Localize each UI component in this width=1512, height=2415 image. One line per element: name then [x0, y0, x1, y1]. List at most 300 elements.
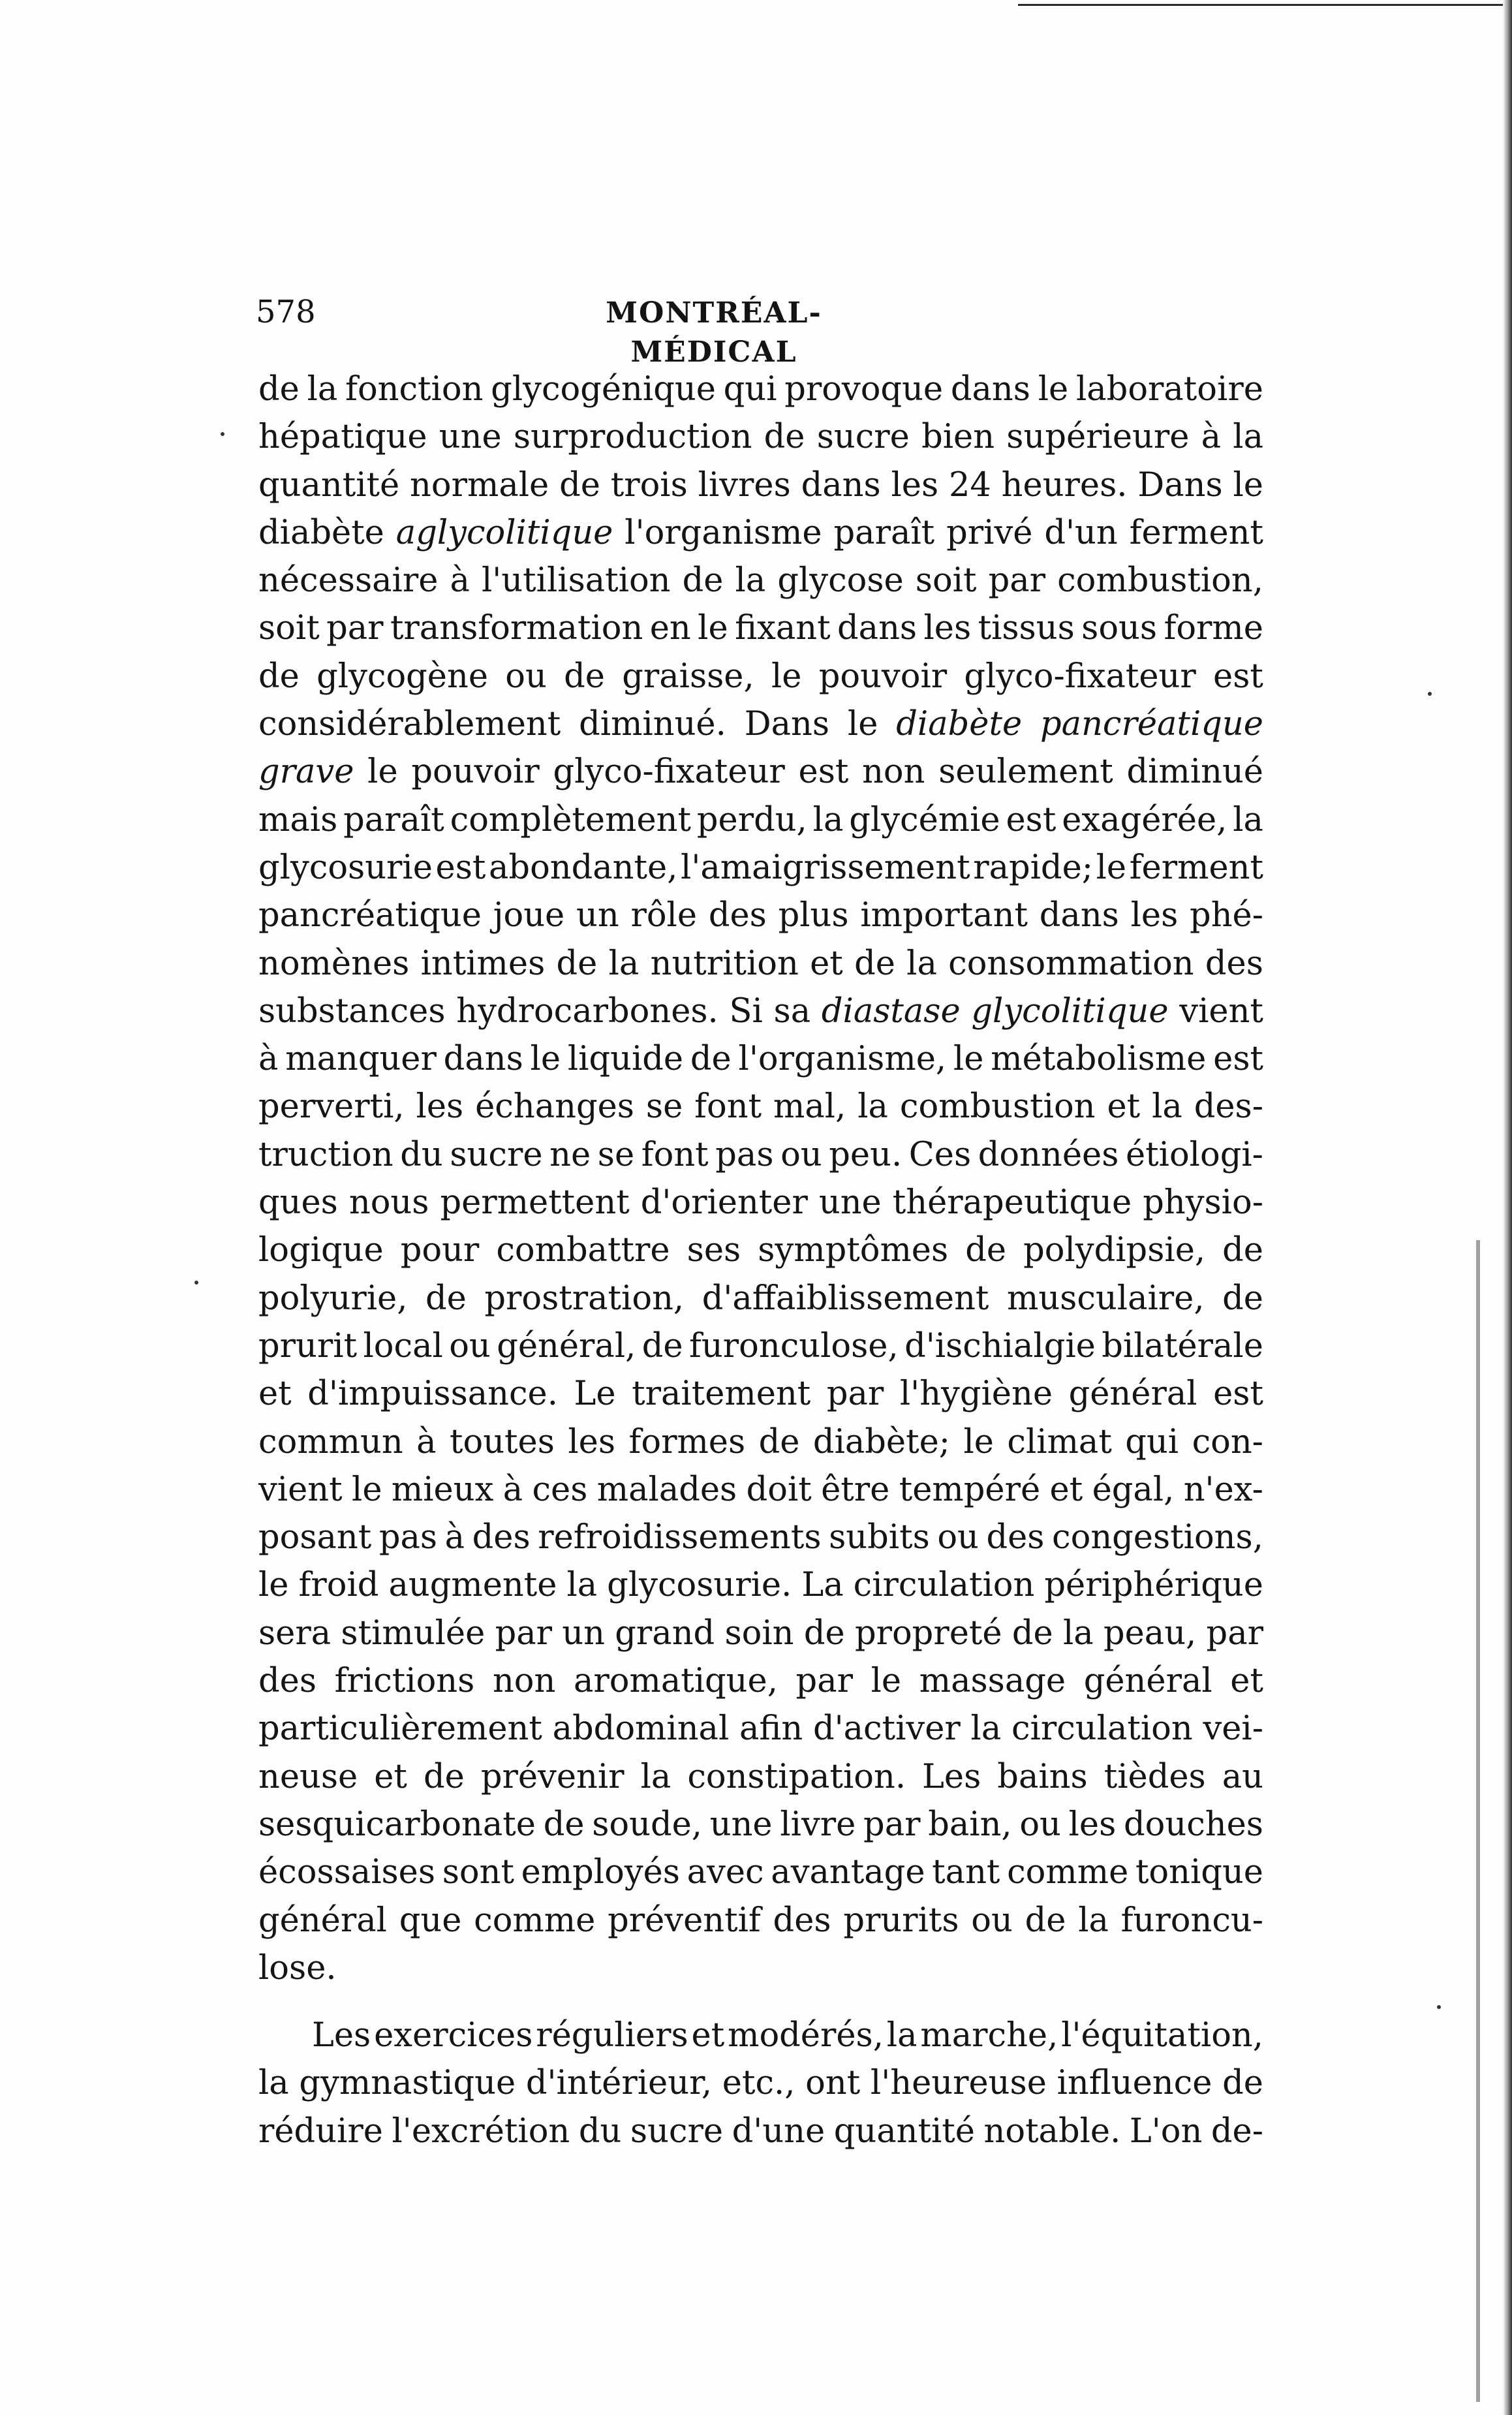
- body-text: [258, 366, 1263, 2155]
- word: particulièrement: [258, 1709, 542, 1749]
- scan-binding-shadow: [1476, 1240, 1480, 2402]
- word: réduire: [258, 2111, 383, 2151]
- word: ou: [780, 1135, 822, 1174]
- word: peu.: [829, 1135, 903, 1174]
- word: perverti,: [258, 1087, 405, 1127]
- word: une: [439, 418, 502, 457]
- word: de: [641, 1326, 683, 1365]
- word: le: [530, 1040, 561, 1079]
- word: tant: [932, 1853, 1000, 1892]
- word: peau,: [1103, 1613, 1197, 1653]
- word: dans: [837, 609, 918, 648]
- italic-word: grave: [258, 753, 354, 792]
- word: thérapeutique: [892, 1183, 1132, 1223]
- text-line: [258, 892, 1263, 939]
- word: frictions: [334, 1662, 475, 1701]
- word: aromatique,: [573, 1662, 778, 1701]
- word: de: [764, 418, 805, 457]
- word: combattre: [496, 1231, 670, 1270]
- text-line: [258, 844, 1263, 892]
- word: seulement: [938, 753, 1113, 792]
- word: par: [988, 561, 1045, 600]
- word: perdu,: [696, 800, 807, 839]
- word: du: [400, 1135, 443, 1174]
- word: etc.,: [722, 2064, 795, 2103]
- word: soit: [915, 561, 977, 600]
- word: la: [906, 944, 937, 983]
- word: d'activer: [812, 1709, 961, 1749]
- word: tissus: [978, 609, 1075, 648]
- word: l'hygiène: [899, 1375, 1053, 1414]
- word: rôle: [630, 896, 698, 935]
- word: manquer: [285, 1040, 437, 1079]
- word: bain,: [928, 1805, 1012, 1844]
- word: et: [1049, 1470, 1083, 1509]
- word: pancréatique: [258, 896, 482, 935]
- word: ou: [505, 657, 547, 696]
- word: pas: [378, 1518, 438, 1557]
- word: est: [1213, 657, 1263, 696]
- word: prurit: [258, 1326, 358, 1365]
- word: de-: [1211, 2111, 1263, 2151]
- word: le: [953, 1040, 984, 1079]
- word: quantité: [258, 465, 400, 505]
- word: diabète: [258, 513, 384, 552]
- word: le: [1233, 465, 1263, 505]
- word: hépatique: [258, 418, 427, 457]
- word: Les: [312, 2016, 371, 2055]
- word: avantage: [771, 1853, 925, 1892]
- word: et: [374, 1757, 407, 1796]
- text-line: [258, 1561, 1263, 1609]
- word: tempéré: [899, 1470, 1041, 1509]
- italic-word: diabète: [896, 705, 1023, 744]
- word: et: [1230, 1662, 1263, 1701]
- word: ne: [549, 1135, 591, 1174]
- word: l'organisme: [625, 513, 822, 552]
- word: tonique: [1135, 1853, 1263, 1892]
- word: l'heureuse: [870, 2064, 1047, 2103]
- word: Ces: [908, 1135, 972, 1174]
- word: important: [860, 896, 1028, 935]
- word: vient: [1179, 991, 1263, 1031]
- word: posant: [258, 1518, 372, 1557]
- word: exercices: [374, 2016, 533, 2055]
- word: physio-: [1143, 1183, 1263, 1223]
- word: dans: [1039, 896, 1119, 935]
- text-line: [258, 988, 1263, 1035]
- word: circulation: [853, 1566, 1035, 1605]
- word: se: [645, 1087, 683, 1127]
- page-number: 578: [256, 294, 316, 330]
- word: de: [1222, 1231, 1263, 1270]
- word: sa: [773, 991, 811, 1031]
- word: abondante,: [489, 848, 678, 887]
- word: formes: [628, 1422, 746, 1461]
- word: et: [258, 1375, 292, 1414]
- word: les: [568, 1422, 616, 1461]
- word: à: [1201, 418, 1222, 457]
- word: climat: [1007, 1422, 1112, 1461]
- word: des-: [1194, 1087, 1263, 1127]
- word: provoque: [784, 370, 944, 409]
- word: et: [810, 944, 843, 983]
- word: de: [690, 1040, 732, 1079]
- word: des: [258, 1662, 317, 1701]
- word: employés: [521, 1853, 680, 1892]
- word: la: [1233, 800, 1263, 839]
- word: se: [597, 1135, 635, 1174]
- word: L'on: [1129, 2111, 1203, 2151]
- text-line: [258, 1801, 1263, 1848]
- word: la: [857, 1087, 888, 1127]
- word: normale: [410, 465, 549, 505]
- text-line: [258, 1370, 1263, 1418]
- word: l'organisme,: [738, 1040, 947, 1079]
- word: périphérique: [1044, 1566, 1263, 1605]
- italic-word: diastase: [821, 991, 961, 1031]
- word: influence: [1057, 2064, 1212, 2103]
- word: prévenir: [480, 1757, 625, 1796]
- word: d'impuissance.: [307, 1375, 558, 1414]
- word: dans: [950, 370, 1030, 409]
- word: l'équitation,: [1061, 2016, 1263, 2055]
- word: exagérée,: [1062, 800, 1227, 839]
- text-line: [258, 1275, 1263, 1322]
- word: ou: [1019, 1805, 1061, 1844]
- word: Le: [574, 1375, 616, 1414]
- word: les: [1068, 1805, 1117, 1844]
- word: phé-: [1190, 896, 1263, 935]
- text-line: [258, 1657, 1263, 1705]
- word: la: [735, 561, 766, 600]
- word: Dans: [744, 705, 830, 744]
- word: un: [562, 1613, 605, 1653]
- word: circulation: [1011, 1709, 1193, 1749]
- word: les: [416, 1087, 464, 1127]
- word: bien: [921, 418, 995, 457]
- word: commun: [258, 1422, 403, 1461]
- word: à: [416, 1422, 437, 1461]
- text-line: [258, 1179, 1263, 1226]
- word: surproduction: [513, 418, 752, 457]
- word: paraît: [833, 513, 935, 552]
- word: nécessaire: [258, 561, 439, 600]
- word: traitement: [632, 1375, 811, 1414]
- word: par: [863, 1805, 921, 1844]
- word: Si: [729, 991, 763, 1031]
- word: de: [556, 944, 598, 983]
- word: consommation: [948, 944, 1194, 983]
- word: toutes: [450, 1422, 555, 1461]
- word: polydipsie,: [1023, 1231, 1206, 1270]
- word: des: [1205, 944, 1263, 983]
- word: dans: [801, 465, 881, 505]
- text-line: [258, 2108, 1263, 2155]
- word: afin: [739, 1709, 803, 1749]
- word: général,: [497, 1326, 636, 1365]
- word: la: [608, 944, 640, 983]
- word: des: [472, 1518, 531, 1557]
- word: gymnastique: [299, 2064, 516, 2103]
- word: de: [425, 1279, 467, 1318]
- text-line: [258, 2012, 1263, 2059]
- word: la: [566, 1566, 598, 1605]
- scan-speck: [1428, 692, 1432, 696]
- word: vient: [258, 1470, 343, 1509]
- word: mieux: [391, 1470, 494, 1509]
- word: livres: [698, 465, 791, 505]
- word: glycogène: [316, 657, 489, 696]
- word: ou: [971, 1901, 1013, 1940]
- word: glycémie: [849, 800, 1000, 839]
- word: de: [854, 944, 895, 983]
- word: sucre: [816, 418, 910, 457]
- word: ont: [805, 2064, 861, 2103]
- paragraph-gap: [258, 1992, 1263, 2012]
- word: d'orienter: [640, 1183, 808, 1223]
- text-line: [258, 1083, 1263, 1130]
- word: dans: [443, 1040, 523, 1079]
- word: les: [891, 465, 939, 505]
- word: pour: [400, 1231, 480, 1270]
- word: sucre: [450, 1135, 543, 1174]
- word: transformation: [390, 609, 643, 648]
- word: intimes: [420, 944, 546, 983]
- word: de: [1025, 1901, 1066, 1940]
- word: comme: [1007, 1853, 1129, 1892]
- word: glycosurie: [258, 848, 433, 887]
- word: forme: [1164, 609, 1263, 648]
- word: polyurie,: [258, 1279, 408, 1318]
- word: en: [649, 609, 691, 648]
- word: furonculose,: [689, 1326, 899, 1365]
- word: local: [363, 1326, 443, 1365]
- word: sous: [1081, 609, 1158, 648]
- word: rapide;: [973, 848, 1093, 887]
- running-head: [256, 292, 1263, 369]
- text-line: [258, 1322, 1263, 1370]
- word: n'ex-: [1183, 1470, 1263, 1509]
- word: le: [352, 1470, 382, 1509]
- word: à: [502, 1470, 523, 1509]
- word: les: [1130, 896, 1179, 935]
- word: par: [795, 1662, 853, 1701]
- word: soit: [258, 609, 320, 648]
- word: de: [1011, 1613, 1053, 1653]
- word: Les: [922, 1757, 981, 1796]
- word: échanges: [475, 1087, 634, 1127]
- word: d'intérieur,: [525, 2064, 713, 2103]
- word: est: [1006, 800, 1057, 839]
- word: général: [1083, 1662, 1212, 1701]
- word: nutrition: [650, 944, 799, 983]
- text-line: [258, 461, 1263, 509]
- italic-word: pancréatique: [1040, 705, 1263, 744]
- word: livre: [780, 1805, 856, 1844]
- word: vei-: [1203, 1709, 1263, 1749]
- italic-word: glycolitique: [971, 991, 1169, 1031]
- word: général: [258, 1901, 387, 1940]
- word: liquide: [567, 1040, 684, 1079]
- word: prurits: [843, 1901, 959, 1940]
- word: d'un: [1044, 513, 1118, 552]
- word: le: [1038, 370, 1069, 409]
- word: général: [1068, 1375, 1197, 1414]
- word: plus: [778, 896, 849, 935]
- word: à: [258, 1040, 279, 1079]
- word: stimulée: [341, 1613, 486, 1653]
- word: données: [978, 1135, 1119, 1174]
- word: de: [682, 561, 724, 600]
- text-line: [258, 366, 1263, 413]
- text-line: [258, 1753, 1263, 1801]
- word: bains: [997, 1757, 1088, 1796]
- word: par: [826, 1375, 884, 1414]
- word: des: [773, 1901, 831, 1940]
- word: des: [986, 1518, 1045, 1557]
- word: ques: [258, 1183, 338, 1223]
- word: étiologi-: [1125, 1135, 1263, 1174]
- word: du: [578, 2111, 622, 2151]
- word: pouvoir: [818, 657, 948, 696]
- word: musculaire,: [1006, 1279, 1205, 1318]
- word: de: [1222, 2064, 1263, 2103]
- journal-title: MONTRÉAL-MÉDICAL: [606, 296, 822, 369]
- word: de: [543, 1805, 585, 1844]
- word: graisse,: [622, 657, 754, 696]
- text-line: [258, 796, 1263, 844]
- word: subits: [829, 1518, 930, 1557]
- italic-word: aglycolitique: [395, 513, 613, 552]
- word: considérablement: [258, 705, 561, 744]
- word: glycogénique: [491, 370, 716, 409]
- word: la: [1233, 418, 1263, 457]
- word: et: [691, 2016, 725, 2055]
- word: soude,: [592, 1805, 703, 1844]
- word: des: [708, 896, 767, 935]
- word: malades: [596, 1470, 737, 1509]
- word: d'ischialgie: [904, 1326, 1096, 1365]
- word: glycosurie.: [607, 1566, 792, 1605]
- word: logique: [258, 1231, 384, 1270]
- word: une: [818, 1183, 882, 1223]
- text-line: [258, 653, 1263, 700]
- scan-binding-edge: [1503, 0, 1512, 2415]
- word: est: [1213, 1040, 1263, 1079]
- word: le: [367, 753, 398, 792]
- text-line: [258, 1897, 1263, 1944]
- word: symptômes: [758, 1231, 949, 1270]
- word: privé: [946, 513, 1033, 552]
- text-line: [258, 1705, 1263, 1753]
- word: la: [1078, 1901, 1109, 1940]
- scan-speck: [221, 432, 224, 436]
- word: métabolisme: [991, 1040, 1207, 1079]
- word: tièdes: [1103, 1757, 1206, 1796]
- word: l'utilisation: [481, 561, 671, 600]
- word: propreté: [854, 1613, 1002, 1653]
- word: le: [258, 1566, 289, 1605]
- word: de: [258, 657, 300, 696]
- word: abdominal: [552, 1709, 730, 1749]
- word: la: [812, 800, 844, 839]
- word: réguliers: [536, 2016, 688, 2055]
- word: diabète;: [812, 1422, 950, 1461]
- text-line: [258, 700, 1263, 748]
- word: l'amaigrissement: [681, 848, 970, 887]
- word: trois: [610, 465, 688, 505]
- word: non: [862, 753, 925, 792]
- word: nous: [348, 1183, 429, 1223]
- word: égal,: [1092, 1470, 1175, 1509]
- word: glyco-fixateur: [553, 753, 785, 792]
- word: joue: [493, 896, 565, 935]
- word: la: [1062, 1613, 1094, 1653]
- word: ses: [687, 1231, 741, 1270]
- word: prostration,: [484, 1279, 685, 1318]
- word: soin: [724, 1613, 794, 1653]
- word: constipation.: [687, 1757, 906, 1796]
- word: permettent: [440, 1183, 630, 1223]
- word: lose.: [258, 1948, 337, 1987]
- word: à: [450, 561, 470, 600]
- word: d'une: [732, 2111, 825, 2151]
- word: la: [1152, 1087, 1182, 1127]
- word: font: [694, 1087, 762, 1127]
- text-line: [258, 1131, 1263, 1179]
- text-line: [258, 1944, 1263, 1992]
- word: grand: [615, 1613, 715, 1653]
- word: par: [1206, 1613, 1263, 1653]
- word: font: [641, 1135, 709, 1174]
- word: ces: [532, 1470, 588, 1509]
- word: sesquicarbonate: [258, 1805, 536, 1844]
- word: de: [803, 1613, 845, 1653]
- word: une: [709, 1805, 773, 1844]
- scan-top-rule: [1018, 4, 1512, 6]
- word: par: [495, 1613, 552, 1653]
- word: hydrocarbones.: [456, 991, 718, 1031]
- word: neuse: [258, 1757, 358, 1796]
- word: que: [399, 1901, 462, 1940]
- word: notable.: [983, 2111, 1121, 2151]
- word: par: [326, 609, 384, 648]
- word: diminué: [1126, 753, 1263, 792]
- word: modérés,: [728, 2016, 884, 2055]
- word: sera: [258, 1613, 332, 1653]
- word: fixant: [735, 609, 831, 648]
- word: mal,: [773, 1087, 846, 1127]
- scan-speck: [1437, 2005, 1441, 2009]
- word: un: [576, 896, 619, 935]
- word: le: [847, 705, 878, 744]
- word: froid: [298, 1566, 379, 1605]
- text-line: [258, 748, 1263, 796]
- word: le: [963, 1422, 994, 1461]
- word: préventif: [608, 1901, 761, 1940]
- word: sont: [442, 1853, 514, 1892]
- word: est: [435, 848, 486, 887]
- word: paraît: [343, 800, 444, 839]
- text-line: [258, 413, 1263, 461]
- word: la: [258, 2064, 289, 2103]
- word: bilatérale: [1102, 1326, 1263, 1365]
- word: fonction: [345, 370, 484, 409]
- word: heures.: [1001, 465, 1128, 505]
- word: et: [1107, 1087, 1141, 1127]
- word: glyco-fixateur: [964, 657, 1196, 696]
